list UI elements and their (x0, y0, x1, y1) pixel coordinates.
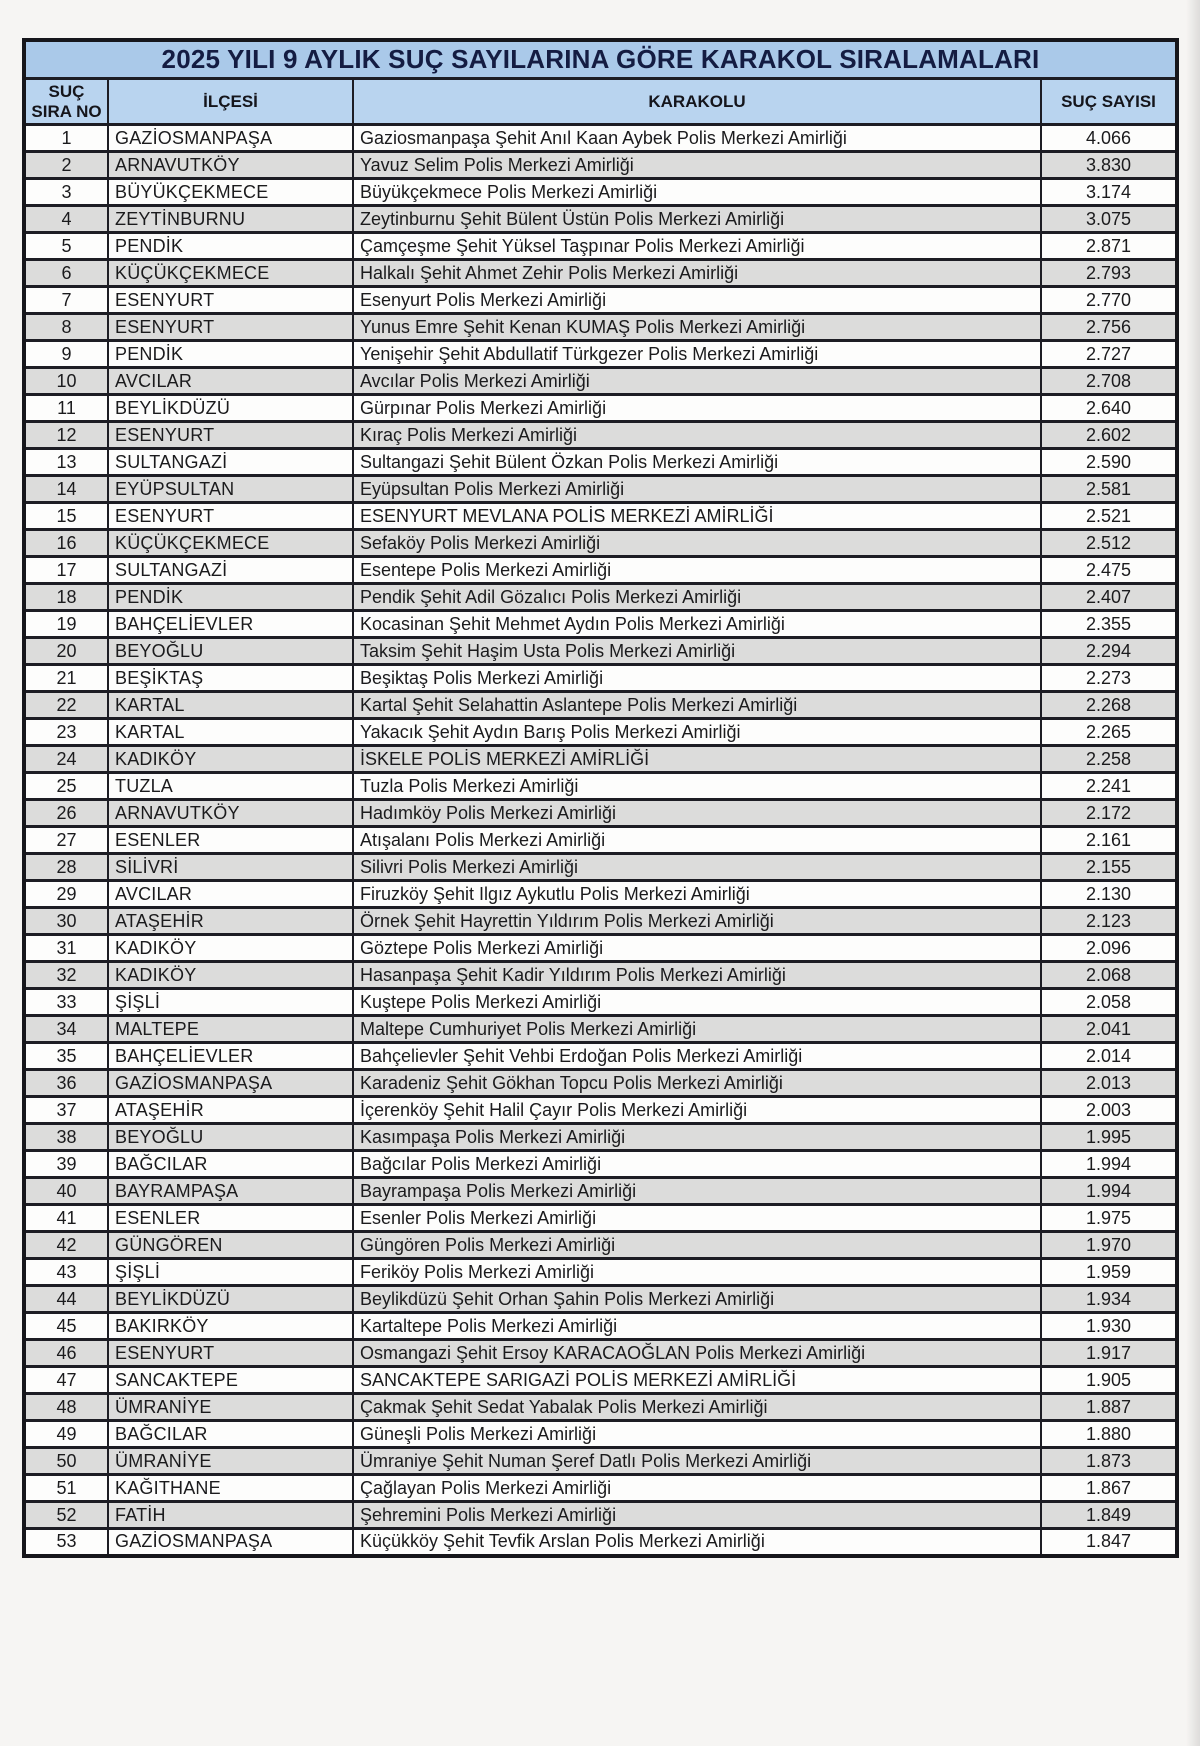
count-cell: 1.917 (1041, 1340, 1177, 1367)
station-cell: Sultangazi Şehit Bülent Özkan Polis Merkezi Amirliği (353, 449, 1041, 476)
table-row (24, 1070, 1177, 1097)
station-cell: Feriköy Polis Merkezi Amirliği (353, 1259, 1041, 1286)
rank-cell: 24 (24, 746, 108, 773)
col-header-rank: SUÇ SIRA NO (24, 79, 108, 125)
rank-cell: 14 (24, 476, 108, 503)
count-cell: 2.155 (1041, 854, 1177, 881)
table-row (24, 179, 1177, 206)
district-cell: SULTANGAZİ (108, 557, 353, 584)
station-cell: Atışalanı Polis Merkezi Amirliği (353, 827, 1041, 854)
rank-cell: 3 (24, 179, 108, 206)
station-cell: Yenişehir Şehit Abdullatif Türkgezer Polis Merkezi Amirliği (353, 341, 1041, 368)
station-cell: Taksim Şehit Haşim Usta Polis Merkezi Amirliği (353, 638, 1041, 665)
table-row (24, 854, 1177, 881)
district-cell: ŞİŞLİ (108, 989, 353, 1016)
rank-cell: 12 (24, 422, 108, 449)
rank-cell: 51 (24, 1475, 108, 1502)
count-cell: 2.512 (1041, 530, 1177, 557)
rank-cell: 50 (24, 1448, 108, 1475)
district-cell: KARTAL (108, 692, 353, 719)
count-cell: 1.880 (1041, 1421, 1177, 1448)
station-cell: Avcılar Polis Merkezi Amirliği (353, 368, 1041, 395)
district-cell: ARNAVUTKÖY (108, 152, 353, 179)
count-cell: 2.130 (1041, 881, 1177, 908)
district-cell: ESENYURT (108, 503, 353, 530)
rank-cell: 11 (24, 395, 108, 422)
rank-cell: 7 (24, 287, 108, 314)
station-cell: Osmangazi Şehit Ersoy KARACAOĞLAN Polis Merkezi Amirliği (353, 1340, 1041, 1367)
district-cell: ESENYURT (108, 1340, 353, 1367)
district-cell: GAZİOSMANPAŞA (108, 1070, 353, 1097)
station-cell: SANCAKTEPE SARIGAZİ POLİS MERKEZİ AMİRLİĞİ (353, 1367, 1041, 1394)
station-cell: Eyüpsultan Polis Merkezi Amirliği (353, 476, 1041, 503)
station-cell: Karadeniz Şehit Gökhan Topcu Polis Merkezi Amirliği (353, 1070, 1041, 1097)
station-cell: Ümraniye Şehit Numan Şeref Datlı Polis Merkezi Amirliği (353, 1448, 1041, 1475)
count-cell: 2.475 (1041, 557, 1177, 584)
district-cell: PENDİK (108, 584, 353, 611)
station-cell: Göztepe Polis Merkezi Amirliği (353, 935, 1041, 962)
rank-cell: 23 (24, 719, 108, 746)
count-cell: 2.602 (1041, 422, 1177, 449)
station-cell: Küçükköy Şehit Tevfik Arslan Polis Merkezi Amirliği (353, 1529, 1041, 1556)
rank-cell: 53 (24, 1529, 108, 1556)
rank-cell: 9 (24, 341, 108, 368)
table-row (24, 287, 1177, 314)
table-row (24, 395, 1177, 422)
rank-cell: 15 (24, 503, 108, 530)
rank-cell: 29 (24, 881, 108, 908)
station-cell: Çakmak Şehit Sedat Yabalak Polis Merkezi Amirliği (353, 1394, 1041, 1421)
count-cell: 4.066 (1041, 125, 1177, 152)
count-cell: 2.756 (1041, 314, 1177, 341)
district-cell: KÜÇÜKÇEKMECE (108, 530, 353, 557)
table-row (24, 125, 1177, 152)
rank-cell: 49 (24, 1421, 108, 1448)
table-row (24, 665, 1177, 692)
table-row (24, 1313, 1177, 1340)
district-cell: ZEYTİNBURNU (108, 206, 353, 233)
count-cell: 1.873 (1041, 1448, 1177, 1475)
rank-cell: 30 (24, 908, 108, 935)
count-cell: 1.970 (1041, 1232, 1177, 1259)
table-row (24, 260, 1177, 287)
table-row (24, 1151, 1177, 1178)
count-cell: 2.265 (1041, 719, 1177, 746)
station-cell: Kartaltepe Polis Merkezi Amirliği (353, 1313, 1041, 1340)
table-row (24, 1502, 1177, 1529)
count-cell: 2.058 (1041, 989, 1177, 1016)
station-cell: Zeytinburnu Şehit Bülent Üstün Polis Merkezi Amirliği (353, 206, 1041, 233)
count-cell: 2.640 (1041, 395, 1177, 422)
count-cell: 1.905 (1041, 1367, 1177, 1394)
rank-cell: 13 (24, 449, 108, 476)
district-cell: BEŞİKTAŞ (108, 665, 353, 692)
district-cell: BAĞCILAR (108, 1421, 353, 1448)
table-row (24, 1340, 1177, 1367)
district-cell: ESENLER (108, 827, 353, 854)
rank-cell: 16 (24, 530, 108, 557)
rank-cell: 48 (24, 1394, 108, 1421)
rank-cell: 8 (24, 314, 108, 341)
station-cell: Silivri Polis Merkezi Amirliği (353, 854, 1041, 881)
rank-cell: 4 (24, 206, 108, 233)
station-cell: Gaziosmanpaşa Şehit Anıl Kaan Aybek Polis Merkezi Amirliği (353, 125, 1041, 152)
station-cell: Halkalı Şehit Ahmet Zehir Polis Merkezi Amirliği (353, 260, 1041, 287)
district-cell: SANCAKTEPE (108, 1367, 353, 1394)
station-cell: Örnek Şehit Hayrettin Yıldırım Polis Merkezi Amirliği (353, 908, 1041, 935)
district-cell: AVCILAR (108, 368, 353, 395)
count-cell: 2.123 (1041, 908, 1177, 935)
district-cell: GAZİOSMANPAŞA (108, 1529, 353, 1556)
station-cell: Pendik Şehit Adil Gözalıcı Polis Merkezi Amirliği (353, 584, 1041, 611)
rank-cell: 26 (24, 800, 108, 827)
count-cell: 2.014 (1041, 1043, 1177, 1070)
table-row (24, 1529, 1177, 1556)
district-cell: PENDİK (108, 233, 353, 260)
district-cell: ŞİŞLİ (108, 1259, 353, 1286)
count-cell: 2.708 (1041, 368, 1177, 395)
district-cell: BÜYÜKÇEKMECE (108, 179, 353, 206)
rank-cell: 19 (24, 611, 108, 638)
rank-cell: 28 (24, 854, 108, 881)
rank-cell: 22 (24, 692, 108, 719)
table-row (24, 1394, 1177, 1421)
rank-cell: 20 (24, 638, 108, 665)
table-row (24, 368, 1177, 395)
count-cell: 1.994 (1041, 1178, 1177, 1205)
count-cell: 2.258 (1041, 746, 1177, 773)
district-cell: BEYOĞLU (108, 1124, 353, 1151)
district-cell: BAHÇELİEVLER (108, 611, 353, 638)
district-cell: ATAŞEHİR (108, 1097, 353, 1124)
table-row (24, 1448, 1177, 1475)
table-row (24, 1178, 1177, 1205)
station-cell: Bahçelievler Şehit Vehbi Erdoğan Polis Merkezi Amirliği (353, 1043, 1041, 1070)
rank-cell: 37 (24, 1097, 108, 1124)
station-cell: Gürpınar Polis Merkezi Amirliği (353, 395, 1041, 422)
table-row (24, 449, 1177, 476)
table-row (24, 800, 1177, 827)
rank-cell: 21 (24, 665, 108, 692)
col-header-station: KARAKOLU (353, 79, 1041, 125)
count-cell: 2.793 (1041, 260, 1177, 287)
station-cell: Esentepe Polis Merkezi Amirliği (353, 557, 1041, 584)
count-cell: 3.830 (1041, 152, 1177, 179)
table-row (24, 719, 1177, 746)
district-cell: GÜNGÖREN (108, 1232, 353, 1259)
district-cell: ESENYURT (108, 314, 353, 341)
station-cell: Maltepe Cumhuriyet Polis Merkezi Amirliği (353, 1016, 1041, 1043)
table-row (24, 557, 1177, 584)
district-cell: KAĞITHANE (108, 1475, 353, 1502)
station-cell: İçerenköy Şehit Halil Çayır Polis Merkezi Amirliği (353, 1097, 1041, 1124)
rank-cell: 45 (24, 1313, 108, 1340)
table-row (24, 503, 1177, 530)
rank-cell: 10 (24, 368, 108, 395)
table-row (24, 746, 1177, 773)
rank-cell: 32 (24, 962, 108, 989)
district-cell: KADIKÖY (108, 962, 353, 989)
rank-cell: 39 (24, 1151, 108, 1178)
count-cell: 1.847 (1041, 1529, 1177, 1556)
count-cell: 2.273 (1041, 665, 1177, 692)
count-cell: 2.013 (1041, 1070, 1177, 1097)
district-cell: ÜMRANİYE (108, 1394, 353, 1421)
rank-cell: 6 (24, 260, 108, 287)
station-cell: Sefaköy Polis Merkezi Amirliği (353, 530, 1041, 557)
station-cell: Kartal Şehit Selahattin Aslantepe Polis Merkezi Amirliği (353, 692, 1041, 719)
station-cell: Hasanpaşa Şehit Kadir Yıldırım Polis Merkezi Amirliği (353, 962, 1041, 989)
table-row (24, 1232, 1177, 1259)
table-row (24, 1097, 1177, 1124)
rank-cell: 2 (24, 152, 108, 179)
page-title: 2025 YILI 9 AYLIK SUÇ SAYILARINA GÖRE KARAKOL SIRALAMALARI (24, 40, 1177, 79)
rank-cell: 33 (24, 989, 108, 1016)
station-cell: Beylikdüzü Şehit Orhan Şahin Polis Merkezi Amirliği (353, 1286, 1041, 1313)
station-cell: Şehremini Polis Merkezi Amirliği (353, 1502, 1041, 1529)
district-cell: BEYOĞLU (108, 638, 353, 665)
count-cell: 2.161 (1041, 827, 1177, 854)
table-row (24, 908, 1177, 935)
district-cell: KADIKÖY (108, 746, 353, 773)
station-cell: Kocasinan Şehit Mehmet Aydın Polis Merkezi Amirliği (353, 611, 1041, 638)
table-row (24, 611, 1177, 638)
count-cell: 1.975 (1041, 1205, 1177, 1232)
table-row (24, 314, 1177, 341)
district-cell: MALTEPE (108, 1016, 353, 1043)
district-cell: BAKIRKÖY (108, 1313, 353, 1340)
station-cell: Kıraç Polis Merkezi Amirliği (353, 422, 1041, 449)
rank-cell: 44 (24, 1286, 108, 1313)
count-cell: 2.003 (1041, 1097, 1177, 1124)
station-cell: Esenler Polis Merkezi Amirliği (353, 1205, 1041, 1232)
crime-ranking-table (22, 38, 1179, 1558)
rank-cell: 5 (24, 233, 108, 260)
station-cell: Büyükçekmece Polis Merkezi Amirliği (353, 179, 1041, 206)
title-row (24, 40, 1177, 79)
rank-cell: 34 (24, 1016, 108, 1043)
count-cell: 2.521 (1041, 503, 1177, 530)
district-cell: BAĞCILAR (108, 1151, 353, 1178)
district-cell: EYÜPSULTAN (108, 476, 353, 503)
table-row (24, 1043, 1177, 1070)
district-cell: ATAŞEHİR (108, 908, 353, 935)
station-cell: Güneşli Polis Merkezi Amirliği (353, 1421, 1041, 1448)
count-cell: 2.268 (1041, 692, 1177, 719)
rank-cell: 25 (24, 773, 108, 800)
table-row (24, 962, 1177, 989)
count-cell: 1.867 (1041, 1475, 1177, 1502)
district-cell: SİLİVRİ (108, 854, 353, 881)
rank-cell: 43 (24, 1259, 108, 1286)
rank-cell: 36 (24, 1070, 108, 1097)
table-row (24, 476, 1177, 503)
station-cell: Çağlayan Polis Merkezi Amirliği (353, 1475, 1041, 1502)
rank-cell: 41 (24, 1205, 108, 1232)
table-row (24, 1124, 1177, 1151)
count-cell: 1.849 (1041, 1502, 1177, 1529)
table-row (24, 773, 1177, 800)
district-cell: KARTAL (108, 719, 353, 746)
count-cell: 2.294 (1041, 638, 1177, 665)
table-row (24, 935, 1177, 962)
rank-cell: 42 (24, 1232, 108, 1259)
station-cell: Yavuz Selim Polis Merkezi Amirliği (353, 152, 1041, 179)
rank-cell: 38 (24, 1124, 108, 1151)
district-cell: BAHÇELİEVLER (108, 1043, 353, 1070)
table-row (24, 1367, 1177, 1394)
count-cell: 2.407 (1041, 584, 1177, 611)
table-row (24, 422, 1177, 449)
district-cell: BEYLİKDÜZÜ (108, 1286, 353, 1313)
table-row (24, 692, 1177, 719)
col-header-district: İLÇESİ (108, 79, 353, 125)
table-row (24, 881, 1177, 908)
table-row (24, 152, 1177, 179)
col-header-count: SUÇ SAYISI (1041, 79, 1177, 125)
count-cell: 2.096 (1041, 935, 1177, 962)
district-cell: GAZİOSMANPAŞA (108, 125, 353, 152)
rank-cell: 17 (24, 557, 108, 584)
count-cell: 2.871 (1041, 233, 1177, 260)
district-cell: BAYRAMPAŞA (108, 1178, 353, 1205)
district-cell: ESENYURT (108, 422, 353, 449)
table-row (24, 827, 1177, 854)
count-cell: 2.172 (1041, 800, 1177, 827)
rank-cell: 1 (24, 125, 108, 152)
district-cell: FATİH (108, 1502, 353, 1529)
count-cell: 2.355 (1041, 611, 1177, 638)
count-cell: 3.075 (1041, 206, 1177, 233)
count-cell: 1.934 (1041, 1286, 1177, 1313)
station-cell: İSKELE POLİS MERKEZİ AMİRLİĞİ (353, 746, 1041, 773)
rank-cell: 47 (24, 1367, 108, 1394)
table-row (24, 530, 1177, 557)
district-cell: BEYLİKDÜZÜ (108, 395, 353, 422)
district-cell: SULTANGAZİ (108, 449, 353, 476)
station-cell: Çamçeşme Şehit Yüksel Taşpınar Polis Merkezi Amirliği (353, 233, 1041, 260)
rank-cell: 27 (24, 827, 108, 854)
count-cell: 3.174 (1041, 179, 1177, 206)
table-row (24, 1475, 1177, 1502)
station-cell: Kuştepe Polis Merkezi Amirliği (353, 989, 1041, 1016)
station-cell: Kasımpaşa Polis Merkezi Amirliği (353, 1124, 1041, 1151)
rank-cell: 40 (24, 1178, 108, 1205)
station-cell: Bayrampaşa Polis Merkezi Amirliği (353, 1178, 1041, 1205)
district-cell: ESENLER (108, 1205, 353, 1232)
station-cell: Firuzköy Şehit Ilgız Aykutlu Polis Merkezi Amirliği (353, 881, 1041, 908)
count-cell: 2.581 (1041, 476, 1177, 503)
rank-cell: 31 (24, 935, 108, 962)
table-body (24, 125, 1177, 1556)
district-cell: KÜÇÜKÇEKMECE (108, 260, 353, 287)
station-cell: Hadımköy Polis Merkezi Amirliği (353, 800, 1041, 827)
count-cell: 2.041 (1041, 1016, 1177, 1043)
table-row (24, 638, 1177, 665)
rank-cell: 52 (24, 1502, 108, 1529)
district-cell: TUZLA (108, 773, 353, 800)
table-row (24, 1205, 1177, 1232)
station-cell: Esenyurt Polis Merkezi Amirliği (353, 287, 1041, 314)
station-cell: Beşiktaş Polis Merkezi Amirliği (353, 665, 1041, 692)
count-cell: 1.930 (1041, 1313, 1177, 1340)
rank-cell: 18 (24, 584, 108, 611)
table-row (24, 584, 1177, 611)
table-row (24, 233, 1177, 260)
table-row (24, 1016, 1177, 1043)
table-row (24, 989, 1177, 1016)
count-cell: 2.770 (1041, 287, 1177, 314)
count-cell: 1.994 (1041, 1151, 1177, 1178)
district-cell: ARNAVUTKÖY (108, 800, 353, 827)
table-row (24, 1259, 1177, 1286)
district-cell: PENDİK (108, 341, 353, 368)
rank-cell: 35 (24, 1043, 108, 1070)
station-cell: Yakacık Şehit Aydın Barış Polis Merkezi Amirliği (353, 719, 1041, 746)
count-cell: 2.590 (1041, 449, 1177, 476)
column-header-row (24, 79, 1177, 125)
count-cell: 2.068 (1041, 962, 1177, 989)
station-cell: Bağcılar Polis Merkezi Amirliği (353, 1151, 1041, 1178)
district-cell: AVCILAR (108, 881, 353, 908)
count-cell: 1.887 (1041, 1394, 1177, 1421)
table-row (24, 206, 1177, 233)
station-cell: Tuzla Polis Merkezi Amirliği (353, 773, 1041, 800)
station-cell: Yunus Emre Şehit Kenan KUMAŞ Polis Merkezi Amirliği (353, 314, 1041, 341)
district-cell: KADIKÖY (108, 935, 353, 962)
count-cell: 1.959 (1041, 1259, 1177, 1286)
table-row (24, 341, 1177, 368)
count-cell: 2.727 (1041, 341, 1177, 368)
table-row (24, 1286, 1177, 1313)
district-cell: ÜMRANİYE (108, 1448, 353, 1475)
rank-cell: 46 (24, 1340, 108, 1367)
count-cell: 1.995 (1041, 1124, 1177, 1151)
count-cell: 2.241 (1041, 773, 1177, 800)
table-row (24, 1421, 1177, 1448)
station-cell: ESENYURT MEVLANA POLİS MERKEZİ AMİRLİĞİ (353, 503, 1041, 530)
station-cell: Güngören Polis Merkezi Amirliği (353, 1232, 1041, 1259)
district-cell: ESENYURT (108, 287, 353, 314)
